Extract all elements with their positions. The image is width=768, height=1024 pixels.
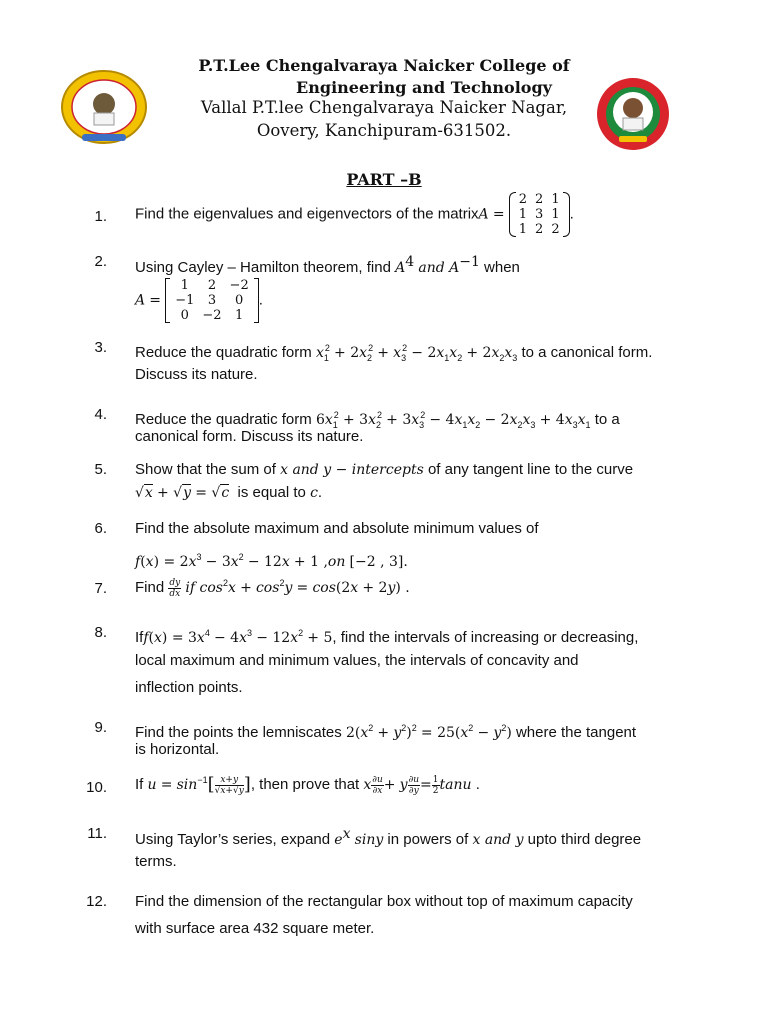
question-6-line2: $f(x) = 2x^3 - 3x^2 - 12x + 1$ ,on [−2 , 3]. [135,552,408,570]
address-line1: Vallal P.T.lee Chengalvaraya Naicker Nagar, [200,98,568,117]
matrix-cell: −2 [202,308,222,323]
address-line2: Oovery, Kanchipuram-631502. [256,121,512,140]
question-number: 8. [94,624,107,641]
question-6: Find the absolute maximum and absolute minimum values of [135,520,539,537]
question-number: 6. [94,520,107,537]
matrix-cell: 1 [518,222,528,237]
matrix-cell: 2 [535,192,544,207]
question-2: Using Cayley – Hamilton theorem, find $A^4$ and $A^{-1}$ when [135,254,520,276]
question-2-matrix: A = 1 2 −2 −1 3 0 0 −2 1 . [135,278,263,323]
matrix-cell: 1 [180,278,189,293]
question-3: Reduce the quadratic form $x_1^2 + 2x_2^2 + x_3^2 - 2x_1x_2 + 2x_2x_3$ to a canonical form. [135,343,653,363]
question-1: Find the eigenvalues and eigenvectors of the matrixA = 2 2 1 1 3 1 1 2 2 . [135,192,574,237]
matrix-cell: 1 [234,308,244,323]
matrix-cell: −1 [175,293,195,308]
matrix-cell: 0 [180,308,189,323]
question-12-line2: with surface area 432 square meter. [135,920,375,937]
matrix-cell: 2 [535,222,544,237]
college-name-line1: P.T.Lee Chengalvaraya Naicker College of [198,56,570,75]
matrix-cell: −2 [229,278,249,293]
part-title: PART –B [346,170,422,189]
question-8: $Iff(x) = 3x^4 - 4x^3 - 12x^2 + 5$, find the intervals of increasing or decreasing, [135,628,639,646]
question-number: 12. [86,893,107,910]
college-logo-left [60,68,148,146]
matrix-a-q2 [165,278,259,323]
question-5-line2: √x + √y = √c is equal to c. [135,484,323,501]
question-number: 3. [94,339,107,356]
question-5: Show that the sum of x and y − intercepts of any tangent line to the curve [135,461,634,478]
question-9-line2: is horizontal. [135,741,220,758]
question-11-line2: terms. [135,853,177,870]
question-3-line2: Discuss its nature. [135,366,258,383]
question-7: Find $\frac{dy}{dx}$ if $\cos^2x + \cos^2y = \cos(2x + 2y)$ . [135,577,410,599]
question-8-line2: local maximum and minimum values, the intervals of concavity and [135,652,579,669]
question-number: 4. [94,406,107,423]
question-11: Using Taylor’s series, expand $e^x$ siny in powers of x and y upto third degree [135,826,642,848]
question-12: Find the dimension of the rectangular box without top of maximum capacity [135,893,633,910]
question-number: 1. [94,208,107,225]
question-9: Find the points the lemniscates $2(x^2 + y^2)^2 = 25(x^2 - y^2)$ where the tangent [135,723,637,741]
question-number: 11. [87,825,107,842]
matrix-cell: 1 [551,192,560,207]
matrix-cell: 2 [518,192,528,207]
question-8-line3: inflection points. [135,679,243,696]
question-number: 7. [94,580,107,597]
question-4: Reduce the quadratic form $6x_1^2 + 3x_2^2 + 3x_3^2 - 4x_1x_2 - 2x_2x_3 + 4x_3x_1$ to a [135,410,620,430]
question-number: 9. [94,719,107,736]
question-number: 10. [86,779,107,796]
matrix-cell: 1 [518,207,528,222]
question-number: 5. [94,461,107,478]
matrix-cell: 3 [535,207,544,222]
matrix-cell: 3 [207,293,217,308]
matrix-cell: 0 [234,293,244,308]
college-name-line2: Engineering and Technology [296,78,552,97]
matrix-cell: 1 [551,207,560,222]
matrix-cell: 2 [207,278,217,293]
question-number: 2. [94,253,107,270]
matrix-cell: 2 [551,222,560,237]
question-10: If $u = \sin^{-1}$[ $\frac{x+y}{√x+√y}$ ], then prove that x $\frac{\partial u}{\partial x}$ + y $\frac{\partial u}{\partial y}$ = $\frac{1}{2}$ tanu . [135,774,480,796]
matrix-a-q1 [509,192,570,237]
question-4-line2: canonical form. Discuss its nature. [135,428,364,445]
